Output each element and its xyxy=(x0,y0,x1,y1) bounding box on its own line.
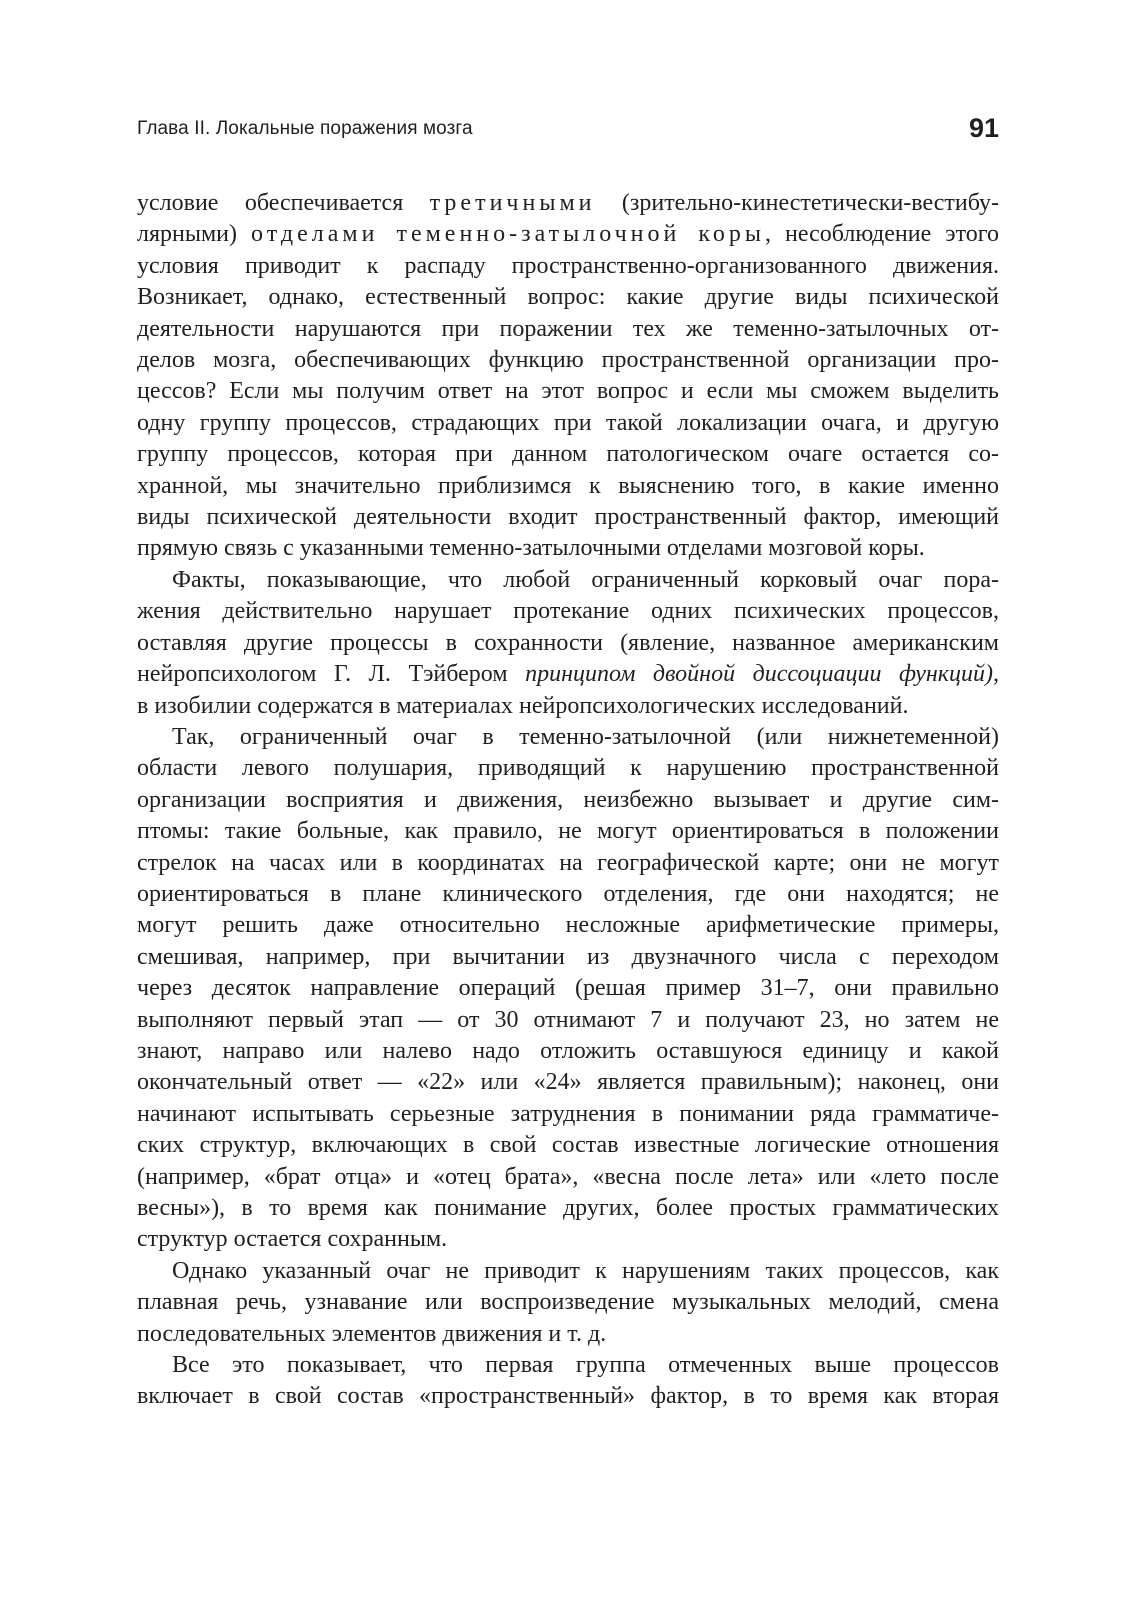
text-line: группу процессов, которая при данном патологическом очаге остается со- xyxy=(137,441,999,468)
text-line: прямую связь с указанными теменно-затылочными отделами мозговой коры. xyxy=(137,535,925,562)
text-line: выполняют первый этап — от 30 отнимают 7 и получают 23, но затем не xyxy=(137,1006,999,1033)
text-line: цессов? Если мы получим ответ на этот вопрос и если мы сможем выделить xyxy=(137,378,999,405)
text-line: ских структур, включающих в свой состав известные логические отношения xyxy=(137,1132,999,1159)
text-line: окончательный ответ — «22» или «24» является правильным); наконец, они xyxy=(137,1069,999,1096)
text-line: оставляя другие процессы в сохранности (явление, названное американским xyxy=(137,629,999,656)
text-line: весны»), в то время как понимание других, более простых грамматических xyxy=(137,1195,999,1221)
text-line: птомы: такие больные, как правило, не могут ориентироваться в положении xyxy=(137,818,999,845)
text-line: нейропсихологом Г. Л. Тэйбером принципом двойной диссоциации функций), xyxy=(137,661,999,688)
text-line: организации восприятия и движения, неизбежно вызывает и другие сим- xyxy=(137,786,999,813)
text-line: условие обеспечивается третичными (зрительно-кинестетически-вестибу- xyxy=(137,190,999,216)
text-line: (например, «брат отца» и «отец брата», «весна после лета» или «лето после xyxy=(137,1163,999,1190)
text-line: Факты, показывающие, что любой ограниченный корковый очаг пора- xyxy=(172,566,999,593)
text-line: смешивая, например, при вычитании из двузначного числа с переходом xyxy=(137,943,999,970)
text-line: знают, направо или налево надо отложить оставшуюся единицу и какой xyxy=(137,1037,999,1064)
text-line: деятельности нарушаются при поражении тех же теменно-затылочных от- xyxy=(137,315,999,342)
text-line: начинают испытывать серьезные затруднения в понимании ряда грамматиче- xyxy=(137,1100,999,1127)
text-line: одну группу процессов, страдающих при такой локализации очага, и другую xyxy=(137,409,999,436)
text-line: условия приводит к распаду пространственно-организованного движения. xyxy=(137,252,999,279)
chapter-title: Глава II. Локальные поражения мозга xyxy=(137,118,473,139)
text-line: делов мозга, обеспечивающих функцию пространственной организации про- xyxy=(137,347,999,374)
text-line: области левого полушария, приводящий к нарушению пространственной xyxy=(137,755,999,782)
text-line: ориентироваться в плане клинического отделения, где они находятся; не xyxy=(137,880,999,907)
text-line: виды психической деятельности входит пространственный фактор, имеющий xyxy=(137,504,999,531)
text-line: в изобилии содержатся в материалах нейропсихологических исследований. xyxy=(137,692,909,719)
spaced-emphasis: отделами теменно-затылочной коры xyxy=(251,221,765,248)
text-line: Однако указанный очаг не приводит к нарушениям таких процессов, как xyxy=(172,1257,999,1284)
text-line: лярными) отделами теменно-затылочной коры, несоблюдение этого xyxy=(137,221,999,248)
text-line: плавная речь, узнавание или воспроизведение музыкальных мелодий, смена xyxy=(137,1289,999,1316)
text-line: хранной, мы значительно приблизимся к выяснению того, в какие именно xyxy=(137,472,999,499)
text-line: могут решить даже относительно несложные арифметические примеры, xyxy=(137,912,999,939)
text-line: структур остается сохранным. xyxy=(137,1226,448,1253)
text-line: стрелок на часах или в координатах на географической карте; они не могут xyxy=(137,849,999,876)
text-line: последовательных элементов движения и т. д. xyxy=(137,1320,607,1347)
text-line: Так, ограниченный очаг в теменно-затылочной (или нижнетеменной) xyxy=(172,723,999,750)
text-line: Все это показывает, что первая группа отмеченных выше процессов xyxy=(172,1352,999,1379)
running-header xyxy=(137,113,999,146)
italic-term: принципом двойной диссоциации функций), xyxy=(525,661,999,688)
body-text xyxy=(137,188,999,1413)
spaced-emphasis: третичными xyxy=(429,190,596,216)
text-line: через десяток направление операций (решая пример 31–7, они правильно xyxy=(137,975,999,1002)
page-number: 91 xyxy=(968,113,999,143)
text-line: включает в свой состав «пространственный» фактор, в то время как вторая xyxy=(137,1383,999,1410)
text-line: жения действительно нарушает протекание одних психических процессов, xyxy=(137,598,999,625)
text-line: Возникает, однако, естественный вопрос: какие другие виды психической xyxy=(137,284,999,311)
